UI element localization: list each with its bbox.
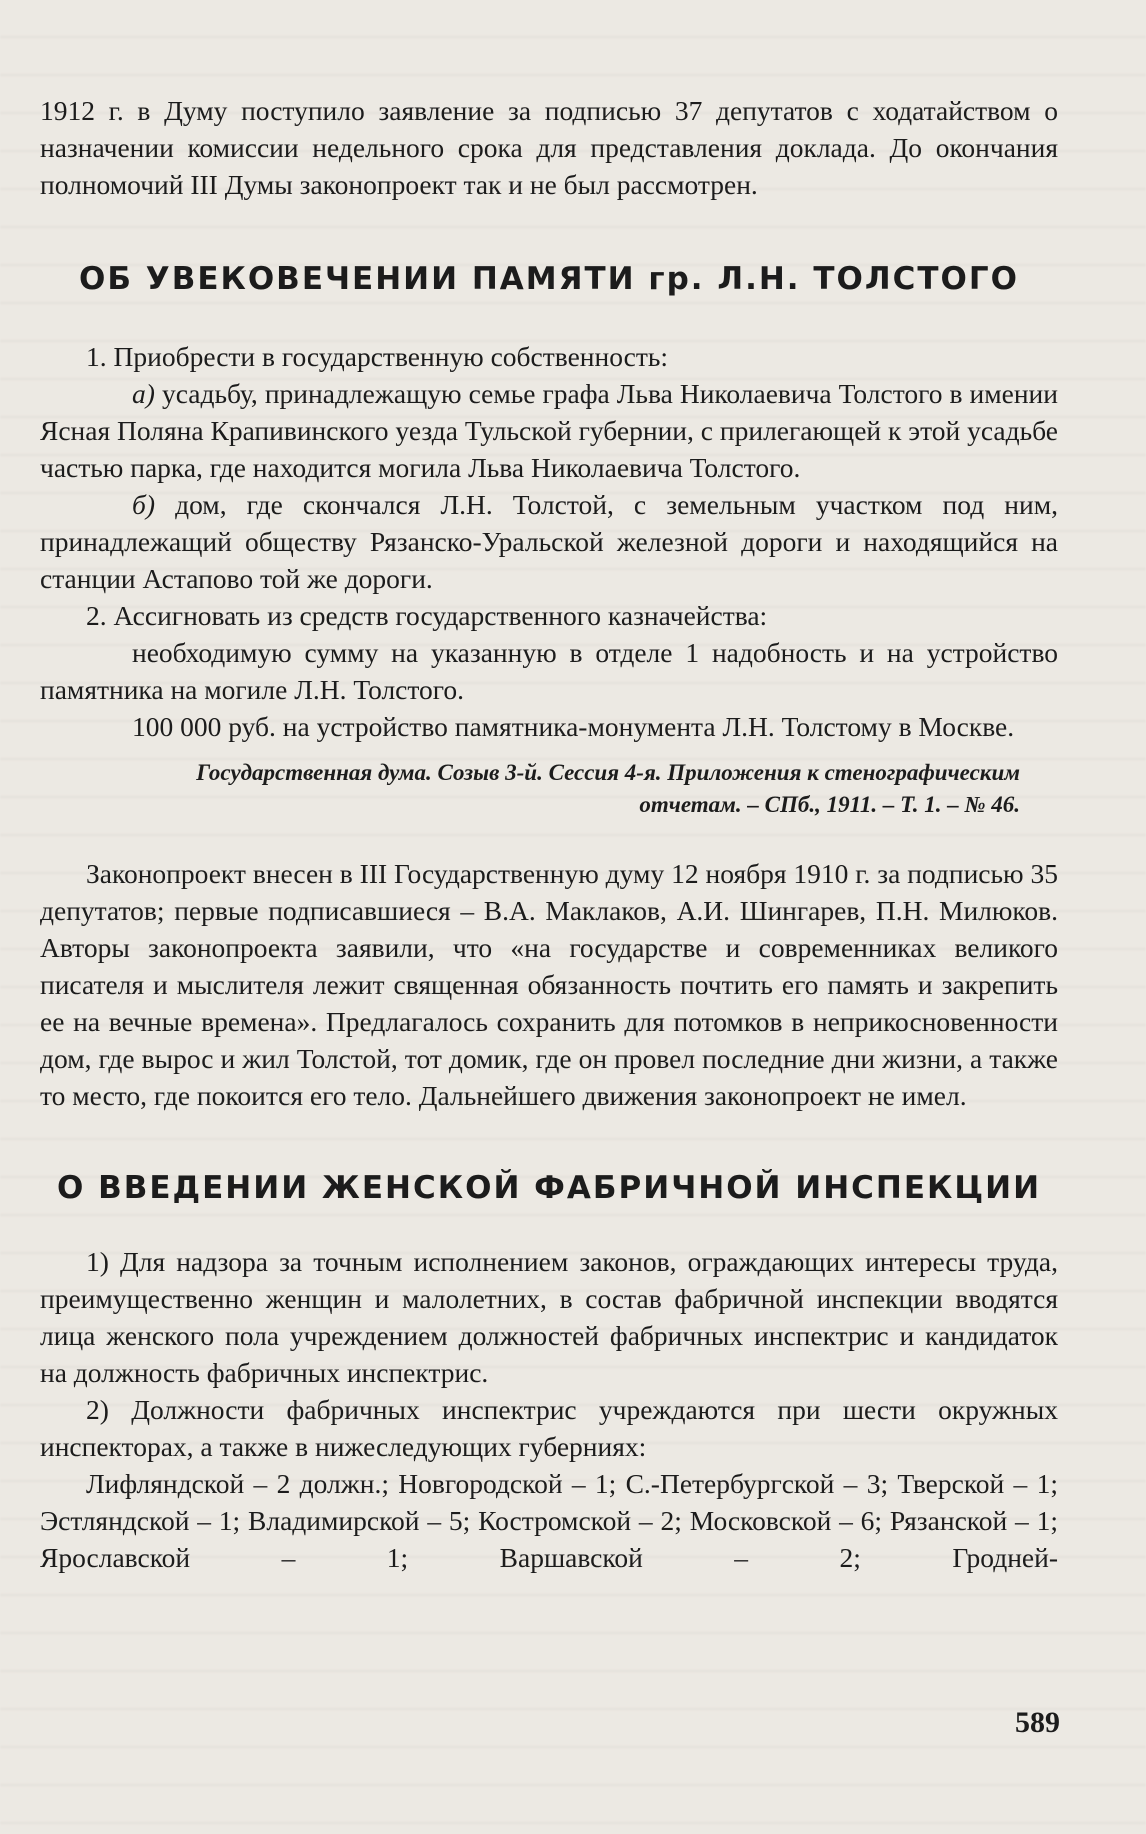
item-2: 2. Ассигновать из средств государственного казначейства:	[86, 600, 768, 631]
item-2-text-1: необходимую сумму на указанную в отделе 1 надобность и на устройство памятника на могиле Л.Н. Толстого.	[40, 637, 1058, 705]
item-2-text-2: 100 000 руб. на устройство памятника-монумента Л.Н. Толстому в Москве.	[132, 711, 1015, 742]
commentary-paragraph: Законопроект внесен в III Государственную думу 12 ноября 1910 г. за подписью 35 депутатов; первые подписавшиеся – В.А. Маклаков, А.И. Шингарев, П.Н. Милюков. Авторы законопроекта заявили, что «на государстве и современниках великого писателя и мыслителя лежит священная обязанность почтить его память и закрепить ее на вечные времена». Предлагалось сохранить для потомков в неприкосновенности дом, где вырос и жил Толстой, тот домик, где он провел последние дни жизни, а также то место, где покоится его тело. Дальнейшего движения законопроект не имел.	[40, 858, 1058, 1111]
item-1a-marker: а)	[132, 378, 155, 409]
item-1a-text: усадьбу, принадлежащую семье графа Льва Николаевича Толстого в имении Ясная Поляна Крапивинского уезда Тульской губернии, с прилегающей к этой усадьбе частью парка, где находится могила Льва Николаевича Толстого.	[40, 378, 1058, 483]
item-1a	[40, 375, 1058, 486]
inspection-paragraph-2: 2) Должности фабричных инспектрис учреждаются при шести окружных инспекторах, а также в нижеследующих губерниях:	[40, 1394, 1058, 1462]
item-1b-marker: б)	[132, 489, 155, 520]
item-1b	[40, 486, 1058, 597]
section-title-inspection: О ВВЕДЕНИИ ЖЕНСКОЙ ФАБРИЧНОЙ ИНСПЕКЦИИ	[56, 1170, 1042, 1206]
inspection-paragraph-1: 1) Для надзора за точным исполнением законов, ограждающих интересы труда, преимущественно женщин и малолетних, в состав фабричной инспекции вводятся лица женского пола учреждением должностей фабричных инспектрис и кандидаток на должность фабричных инспектрис.	[40, 1246, 1058, 1388]
page-number: 589	[1015, 1706, 1060, 1739]
intro-paragraph: 1912 г. в Думу поступило заявление за подписью 37 депутатов с ходатайством о назначении комиссии недельного срока для представления доклада. До окончания полномочий III Думы законопроект так и не был рассмотрен.	[40, 95, 1058, 200]
inspection-paragraph-3: Лифляндской – 2 должн.; Новгородской – 1; С.-Петербургской – 3; Тверской – 1; Эстляндской – 1; Владимирской – 5; Костромской – 2; Московской – 6; Рязанской – 1; Ярославской – 1; Варшавской – 2; Гродней-	[40, 1468, 1058, 1573]
source-line-1: Государственная дума. Созыв 3-й. Сессия 4-я. Приложения к стенографическим	[196, 760, 1020, 785]
text-column	[40, 92, 1058, 1576]
section-title-tolstoy: ОБ УВЕКОВЕЧЕНИИ ПАМЯТИ гр. Л.Н. ТОЛСТОГО	[79, 261, 1019, 297]
source-citation	[40, 757, 1058, 821]
item-1b-text: дом, где скончался Л.Н. Толстой, с земельным участком под ним, принадлежащий обществу Рязанско-Уральской железной дороги и находящийся на станции Астапово той же дороги.	[40, 489, 1059, 594]
source-line-2: отчетам. – СПб., 1911. – Т. 1. – № 46.	[639, 792, 1020, 817]
item-1: 1. Приобрести в государственную собственность:	[86, 341, 669, 372]
